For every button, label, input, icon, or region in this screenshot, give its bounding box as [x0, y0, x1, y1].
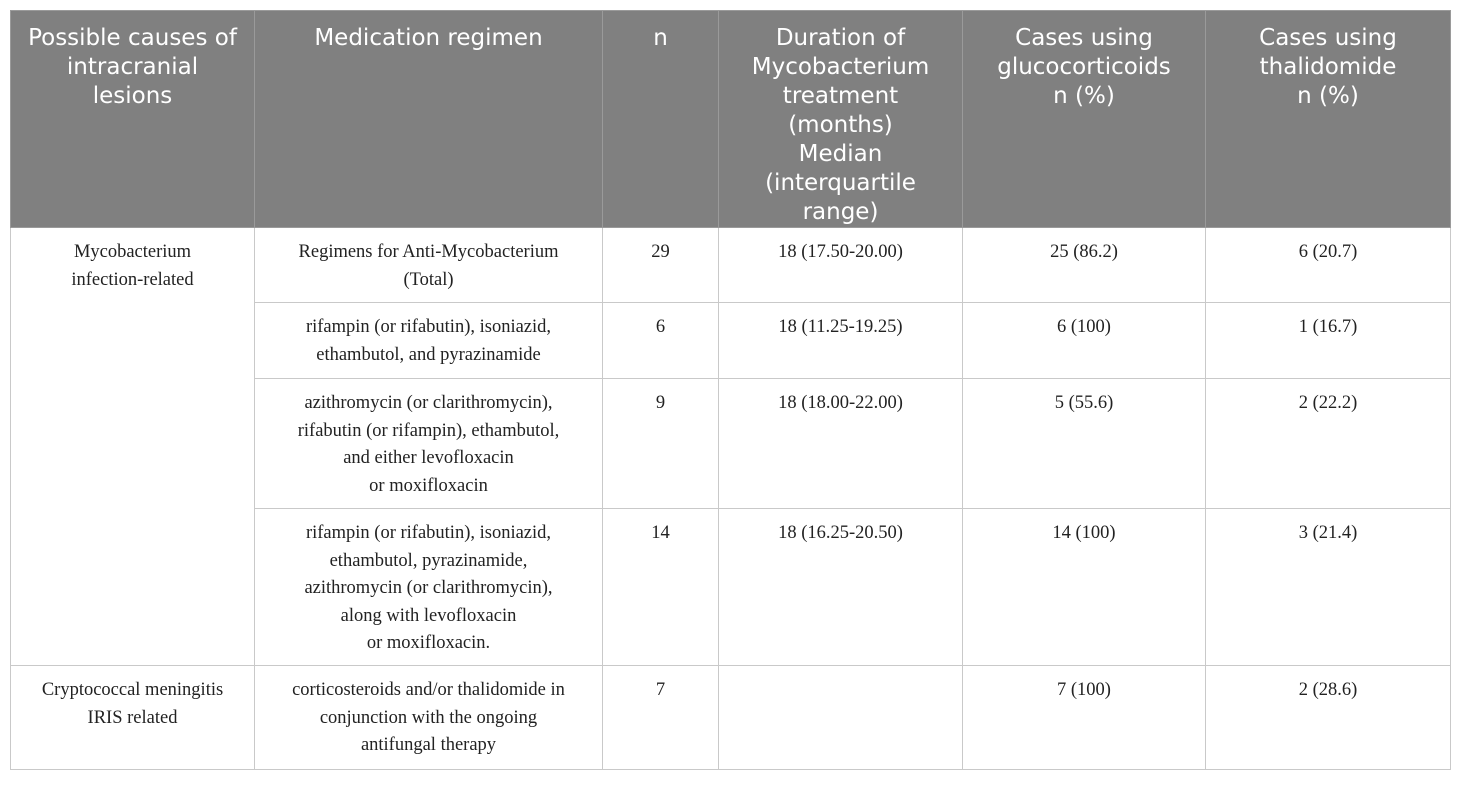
- n-cell: 6: [603, 303, 719, 379]
- thalidomide-cell: 3 (21.4): [1206, 509, 1451, 666]
- glucocorticoids-cell: 7 (100): [963, 666, 1206, 770]
- glucocorticoids-cell: 6 (100): [963, 303, 1206, 379]
- thalidomide-cell: 2 (28.6): [1206, 666, 1451, 770]
- thalidomide-cell: 6 (20.7): [1206, 228, 1451, 303]
- glucocorticoids-cell: 25 (86.2): [963, 228, 1206, 303]
- header-possible-causes: Possible causes of intracranial lesions: [11, 11, 255, 228]
- duration-cell: 18 (17.50-20.00): [719, 228, 963, 303]
- regimen-cell: corticosteroids and/or thalidomide in conjunction with the ongoing antifungal therapy: [255, 666, 603, 770]
- header-row: [11, 11, 1451, 228]
- duration-cell: [719, 666, 963, 770]
- n-cell: 7: [603, 666, 719, 770]
- glucocorticoids-cell: 14 (100): [963, 509, 1206, 666]
- glucocorticoids-cell: 5 (55.6): [963, 379, 1206, 509]
- regimen-cell: rifampin (or rifabutin), isoniazid, ethambutol, pyrazinamide, azithromycin (or clarithromycin), along with levofloxacin or moxifloxacin.: [255, 509, 603, 666]
- header-medication-regimen: Medication regimen: [255, 11, 603, 228]
- table-row: [11, 228, 1451, 303]
- thalidomide-cell: 1 (16.7): [1206, 303, 1451, 379]
- header-thalidomide: Cases using thalidomide n (%): [1206, 11, 1451, 228]
- table-body: [11, 228, 1451, 770]
- n-cell: 29: [603, 228, 719, 303]
- header-glucocorticoids: Cases using glucocorticoids n (%): [963, 11, 1206, 228]
- thalidomide-cell: 2 (22.2): [1206, 379, 1451, 509]
- duration-cell: 18 (11.25-19.25): [719, 303, 963, 379]
- n-cell: 14: [603, 509, 719, 666]
- data-table: [10, 10, 1451, 770]
- duration-cell: 18 (18.00-22.00): [719, 379, 963, 509]
- header-n: n: [603, 11, 719, 228]
- table-row: [11, 666, 1451, 770]
- cause-cell: Mycobacterium infection-related: [11, 228, 255, 666]
- data-table-container: [10, 10, 1450, 770]
- regimen-cell: azithromycin (or clarithromycin), rifabutin (or rifampin), ethambutol, and either levofloxacin or moxifloxacin: [255, 379, 603, 509]
- cause-cell: Cryptococcal meningitis IRIS related: [11, 666, 255, 770]
- regimen-cell: rifampin (or rifabutin), isoniazid, ethambutol, and pyrazinamide: [255, 303, 603, 379]
- regimen-cell: Regimens for Anti-Mycobacterium (Total): [255, 228, 603, 303]
- header-duration: Duration of Mycobacterium treatment (months) Median (interquartile range): [719, 11, 963, 228]
- n-cell: 9: [603, 379, 719, 509]
- duration-cell: 18 (16.25-20.50): [719, 509, 963, 666]
- table-header: [11, 11, 1451, 228]
